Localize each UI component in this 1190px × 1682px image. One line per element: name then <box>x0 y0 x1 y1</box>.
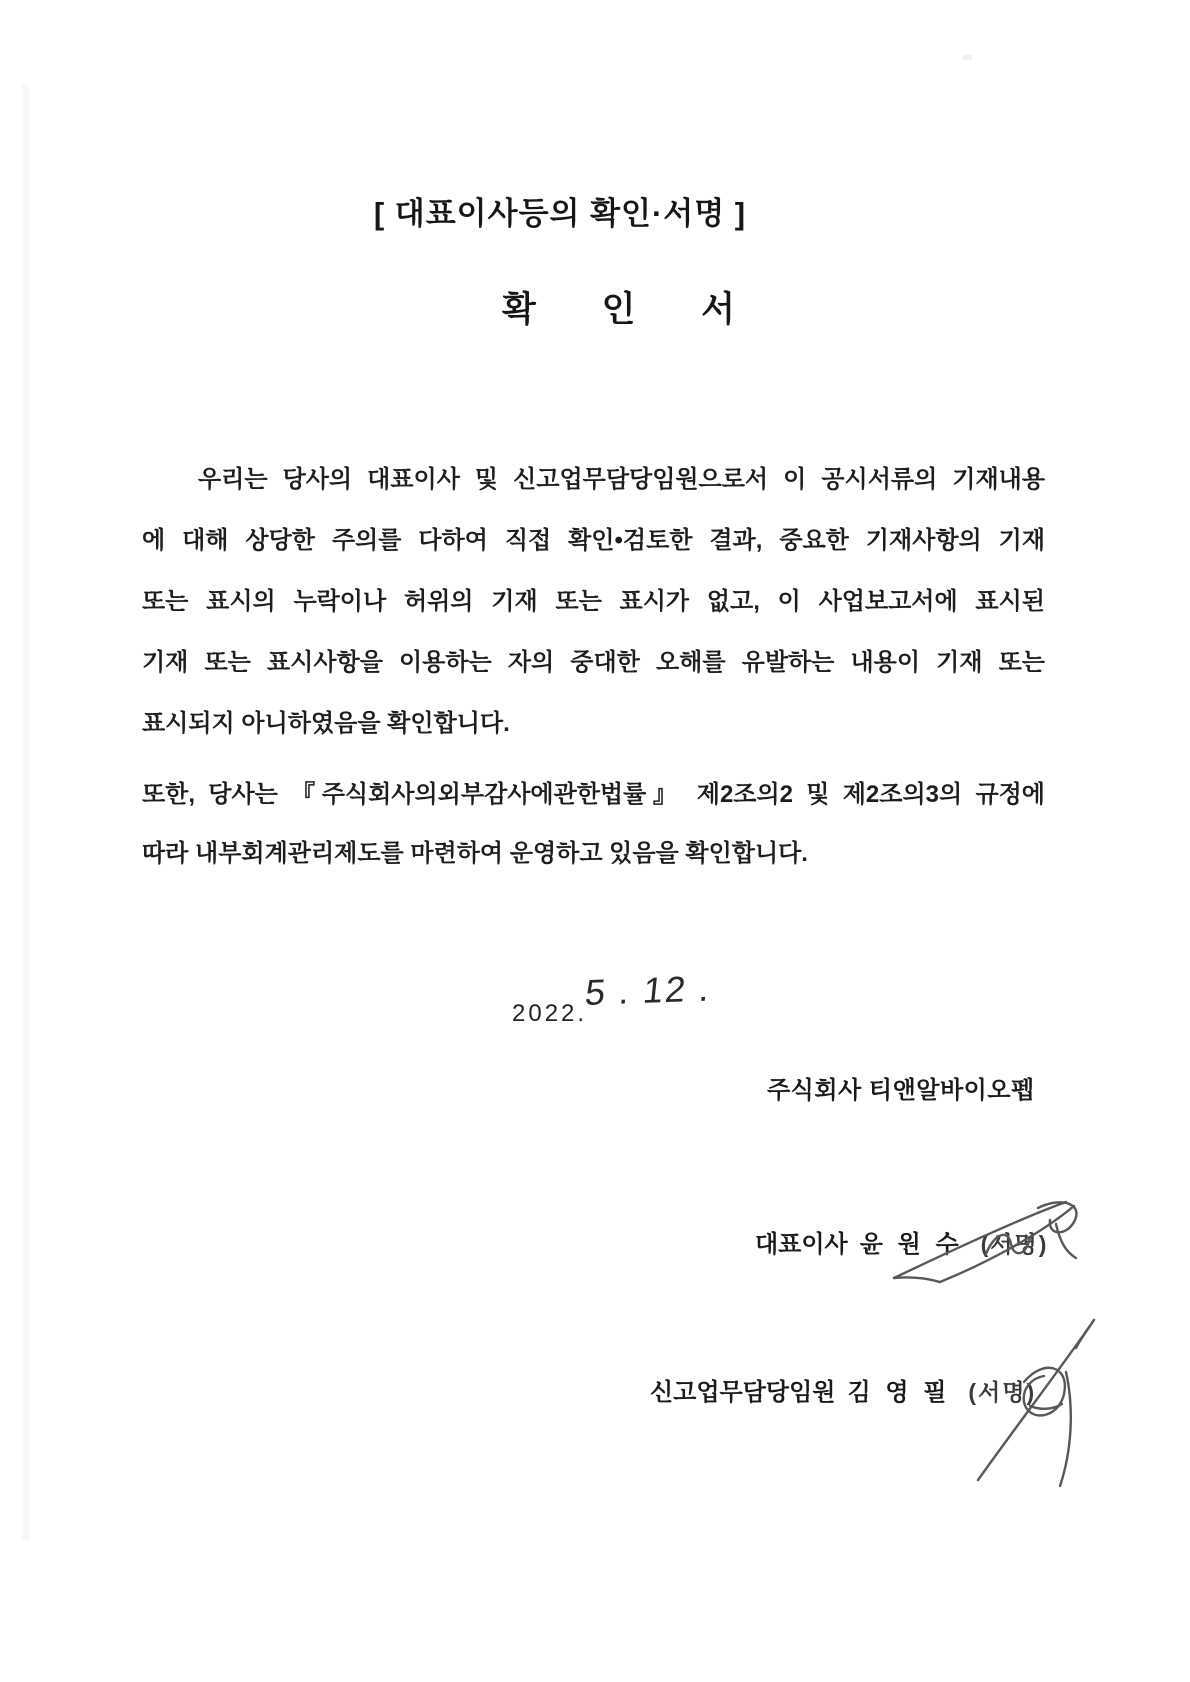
scan-artifact-speck <box>963 55 972 60</box>
body-paragraph-1 <box>142 449 1045 754</box>
document-section-title: [ 대표이사등의 확인·서명 ] <box>373 196 747 231</box>
ceo-name: 윤 원 수 <box>859 1231 959 1258</box>
body-line-4: 기재 또는 표시사항을 이용하는 자의 중대한 오해를 유발하는 내용이 기재 또는 <box>142 649 1045 676</box>
ceo-signature-scrawl <box>888 1194 1093 1286</box>
ceo-sign-label: (서명) <box>980 1231 1049 1257</box>
officer-sign-label: (서명) <box>968 1379 1037 1405</box>
ceo-role: 대표이사 <box>755 1231 848 1258</box>
body-line-5: 표시되지 아니하였음을 확인합니다. <box>142 710 510 737</box>
officer-signature-scrawl <box>970 1310 1118 1492</box>
officer-name: 김 영 필 <box>847 1379 947 1406</box>
officer-role: 신고업무담당임원 <box>650 1379 836 1406</box>
body-paragraph-2 <box>142 765 1045 883</box>
company-name: 주식회사 티앤알바이오펩 <box>767 1077 1035 1104</box>
body-line-3: 또는 표시의 누락이나 허위의 기재 또는 표시가 없고, 이 사업보고서에 표시된 <box>142 588 1045 615</box>
body-line-6: 또한, 당사는 『주식회사의외부감사에관한법률』 제2조의2 및 제2조의3의 규정에 <box>142 781 1045 808</box>
body-line-2: 에 대해 상당한 주의를 다하여 직접 확인•검토한 결과, 중요한 기재사항의 기재 <box>142 527 1045 554</box>
date-printed-year: 2022. <box>512 1000 588 1027</box>
confirmation-heading: 확 인 서 <box>502 290 738 329</box>
body-line-1: 우리는 당사의 대표이사 및 신고업무담당임원으로서 이 공시서류의 기재내용 <box>198 466 1045 493</box>
body-line-7: 따라 내부회계관리제도를 마련하여 운영하고 있음을 확인합니다. <box>142 840 808 867</box>
date-handwritten: 5 . 12 . <box>583 967 714 1013</box>
